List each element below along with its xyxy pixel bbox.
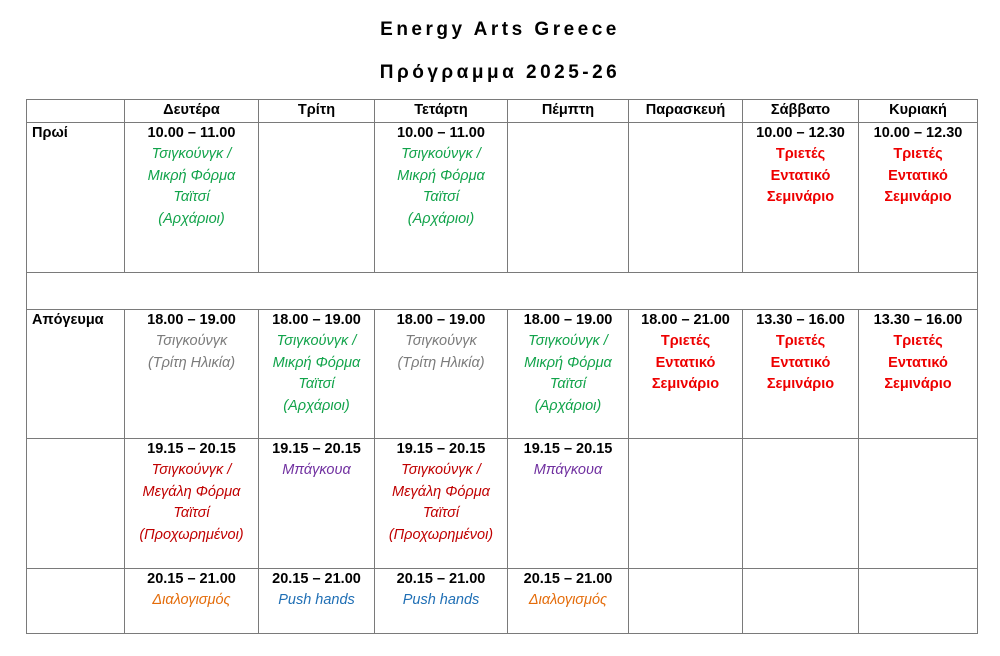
class-name-line: Μικρή Φόρμα: [397, 167, 485, 184]
class-name-line: Σεμινάριο: [884, 189, 952, 205]
header-corner-cell: [27, 100, 125, 123]
class-name-line: Ταϊτσί: [422, 505, 460, 521]
class-time: 18.00 – 19.00: [147, 311, 236, 328]
class-name-line: Ταϊτσί: [298, 376, 335, 392]
class-name-line: Τσιγκούνγκ /: [151, 462, 232, 478]
day-header: Σάββατο: [743, 100, 859, 123]
class-name-line: Διαλογισμός: [152, 592, 231, 608]
class-time: 18.00 – 19.00: [523, 311, 613, 328]
class-name-line: Εντατικό: [770, 354, 831, 371]
class-name-line: Διαλογισμός: [528, 592, 608, 608]
class-name-line: Σεμινάριο: [766, 376, 835, 392]
schedule-cell: [859, 568, 978, 633]
class-time: 13.30 – 16.00: [873, 311, 963, 328]
class-name-line: Ταϊτσί: [173, 189, 210, 205]
schedule-cell: [508, 309, 629, 438]
class-name-line: (Προχωρημένοι): [139, 526, 244, 543]
schedule-cell: [375, 438, 508, 568]
schedule-table: [26, 99, 978, 634]
class-time: 10.00 – 11.00: [147, 124, 236, 141]
class-name-line: Τσιγκούνγκ /: [528, 333, 608, 349]
schedule-cell: [508, 438, 629, 568]
class-name-line: Τσιγκούνγκ /: [401, 146, 481, 162]
class-name-line: Τριετές: [893, 333, 943, 349]
schedule-cell: [629, 438, 743, 568]
class-name-line: Τσιγκούνγκ /: [401, 462, 481, 478]
spacer-row: [27, 272, 978, 309]
schedule-cell: [259, 438, 375, 568]
class-name-line: Push hands: [278, 592, 355, 608]
day-header: Πέμπτη: [508, 100, 629, 123]
class-time: 13.30 – 16.00: [756, 311, 845, 328]
header-row: [27, 100, 978, 123]
class-name-line: Τριετές: [893, 146, 943, 162]
schedule-cell: [375, 568, 508, 633]
schedule-cell: [259, 568, 375, 633]
class-name-line: Τριετές: [775, 333, 826, 349]
class-name-line: Μικρή Φόρμα: [272, 354, 361, 371]
schedule-cell: [629, 309, 743, 438]
class-name-line: Μικρή Φόρμα: [524, 354, 612, 371]
class-time: 18.00 – 19.00: [272, 311, 361, 328]
page-subtitle: Πρόγραμμα 2025-26: [379, 62, 621, 83]
schedule-cell: [629, 568, 743, 633]
day-header: Δευτέρα: [125, 100, 259, 123]
schedule-cell: [125, 568, 259, 633]
class-name-line: Εντατικό: [655, 354, 716, 371]
schedule-cell: [375, 122, 508, 272]
class-name-line: Τσιγκούνγκ: [155, 333, 228, 349]
period-blank-cell: [27, 568, 125, 633]
class-name-line: Τσιγκούνγκ /: [276, 333, 357, 349]
class-time: 19.15 – 20.15: [147, 440, 236, 457]
class-name-line: (Προχωρημένοι): [388, 526, 494, 543]
day-header: Τρίτη: [259, 100, 375, 123]
class-time: 19.15 – 20.15: [396, 440, 486, 457]
class-time: 10.00 – 12.30: [756, 124, 845, 141]
class-time: 20.15 – 21.00: [523, 570, 613, 587]
class-name-line: Μπάγκουα: [533, 462, 603, 478]
schedule-cell: [259, 309, 375, 438]
schedule-cell: [125, 122, 259, 272]
schedule-cell: [859, 309, 978, 438]
schedule-cell: [859, 438, 978, 568]
day-header: Κυριακή: [859, 100, 978, 123]
period-label-morning: Πρωί: [27, 122, 125, 272]
afternoon-row-3: [27, 568, 978, 633]
class-name-line: Εντατικό: [888, 167, 948, 184]
class-name-line: (Αρχάριοι): [534, 397, 602, 414]
class-time: 20.15 – 21.00: [147, 570, 236, 587]
class-name-line: Push hands: [402, 592, 480, 608]
class-name-line: Εντατικό: [888, 354, 948, 371]
class-time: 18.00 – 21.00: [641, 311, 730, 328]
class-name-line: Μεγάλη Φόρμα: [142, 483, 241, 500]
class-name-line: Ταϊτσί: [549, 376, 587, 392]
period-label-afternoon: Απόγευμα: [27, 309, 125, 438]
schedule-cell: [743, 438, 859, 568]
schedule-cell: [629, 122, 743, 272]
class-name-line: Ταϊτσί: [173, 505, 210, 521]
class-name-line: Σεμινάριο: [651, 376, 720, 392]
class-time: 19.15 – 20.15: [523, 440, 613, 457]
class-time: 20.15 – 21.00: [396, 570, 486, 587]
class-name-line: Τριετές: [660, 333, 711, 349]
schedule-cell: [508, 122, 629, 272]
class-time: 19.15 – 20.15: [272, 440, 361, 457]
schedule-cell: [125, 309, 259, 438]
schedule-cell: [743, 568, 859, 633]
period-blank-cell: [27, 438, 125, 568]
afternoon-row-1: [27, 309, 978, 438]
class-time: 18.00 – 19.00: [396, 311, 486, 328]
schedule-cell: [375, 309, 508, 438]
class-time: 20.15 – 21.00: [272, 570, 361, 587]
class-name-line: Σεμινάριο: [766, 189, 835, 205]
class-name-line: Μπάγκουα: [282, 462, 351, 478]
schedule-cell: [743, 122, 859, 272]
schedule-cell: [859, 122, 978, 272]
schedule-cell: [125, 438, 259, 568]
schedule-cell: [508, 568, 629, 633]
class-name-line: Σεμινάριο: [884, 376, 952, 392]
class-name-line: Τριετές: [775, 146, 826, 162]
class-name-line: Τσιγκούνγκ: [405, 333, 477, 349]
page-title: Energy Arts Greece: [380, 19, 620, 40]
class-name-line: (Αρχάριοι): [283, 397, 350, 414]
class-time: 10.00 – 11.00: [397, 124, 485, 141]
morning-row: [27, 122, 978, 272]
afternoon-row-2: [27, 438, 978, 568]
spacer-cell: [27, 272, 978, 309]
class-name-line: (Τρίτη Ηλικία): [147, 354, 236, 371]
class-name-line: Τσιγκούνγκ /: [151, 146, 232, 162]
day-header: Παρασκευή: [629, 100, 743, 123]
class-name-line: (Τρίτη Ηλικία): [397, 354, 485, 371]
class-name-line: Μεγάλη Φόρμα: [392, 483, 490, 500]
class-name-line: (Αρχάριοι): [407, 210, 475, 227]
schedule-cell: [259, 122, 375, 272]
day-header: Τετάρτη: [375, 100, 508, 123]
class-name-line: (Αρχάριοι): [158, 210, 225, 227]
class-name-line: Εντατικό: [770, 167, 831, 184]
class-name-line: Μικρή Φόρμα: [147, 167, 236, 184]
class-time: 10.00 – 12.30: [873, 124, 963, 141]
class-name-line: Ταϊτσί: [422, 189, 460, 205]
schedule-cell: [743, 309, 859, 438]
